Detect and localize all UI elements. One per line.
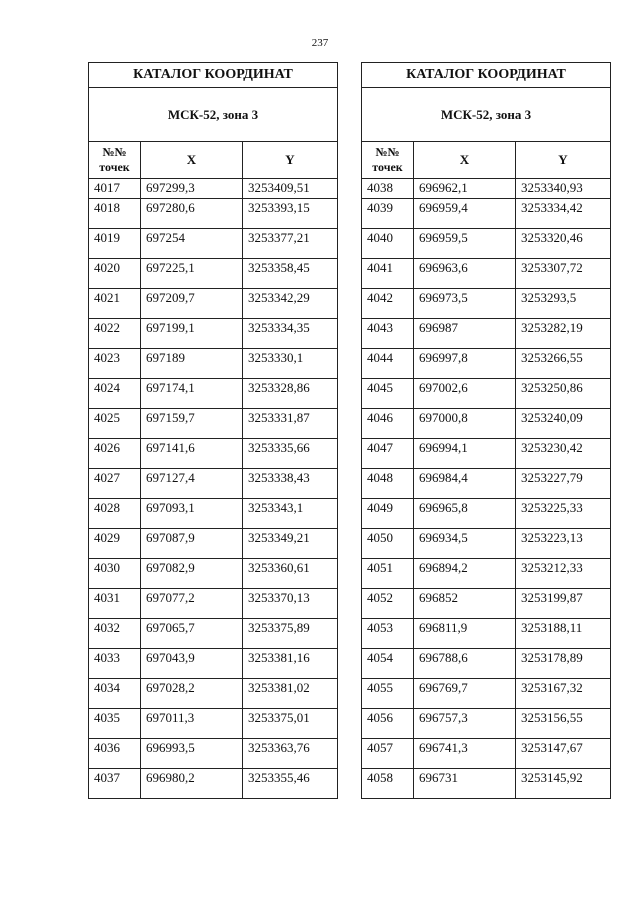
cell-x-coordinate: 696984,4 xyxy=(414,469,516,499)
coordinate-table-right xyxy=(361,62,611,799)
table-row xyxy=(362,289,611,319)
cell-x-coordinate: 697043,9 xyxy=(141,649,243,679)
cell-x-coordinate: 697189 xyxy=(141,349,243,379)
cell-point-number: 4023 xyxy=(89,349,141,379)
cell-point-number: 4026 xyxy=(89,439,141,469)
cell-x-coordinate: 697199,1 xyxy=(141,319,243,349)
table-row xyxy=(362,319,611,349)
table-row xyxy=(362,709,611,739)
cell-y-coordinate: 3253188,11 xyxy=(516,619,611,649)
cell-x-coordinate: 697002,6 xyxy=(414,379,516,409)
cell-x-coordinate: 696852 xyxy=(414,589,516,619)
cell-point-number: 4056 xyxy=(362,709,414,739)
cell-x-coordinate: 696731 xyxy=(414,769,516,799)
cell-x-coordinate: 696980,2 xyxy=(141,769,243,799)
table-row xyxy=(362,769,611,799)
cell-y-coordinate: 3253330,1 xyxy=(243,349,338,379)
table-row xyxy=(362,469,611,499)
cell-x-coordinate: 696757,3 xyxy=(414,709,516,739)
cell-y-coordinate: 3253307,72 xyxy=(516,259,611,289)
cell-x-coordinate: 696987 xyxy=(414,319,516,349)
cell-x-coordinate: 697087,9 xyxy=(141,529,243,559)
cell-point-number: 4052 xyxy=(362,589,414,619)
table-title: КАТАЛОГ КООРДИНАТ xyxy=(362,63,611,88)
cell-x-coordinate: 696963,6 xyxy=(414,259,516,289)
table-row xyxy=(362,349,611,379)
cell-point-number: 4037 xyxy=(89,769,141,799)
cell-x-coordinate: 697082,9 xyxy=(141,559,243,589)
column-header-y: Y xyxy=(516,142,611,179)
cell-y-coordinate: 3253227,79 xyxy=(516,469,611,499)
cell-y-coordinate: 3253145,92 xyxy=(516,769,611,799)
cell-point-number: 4049 xyxy=(362,499,414,529)
table-body xyxy=(362,179,611,799)
column-header-point xyxy=(89,142,141,179)
cell-y-coordinate: 3253199,87 xyxy=(516,589,611,619)
table-row xyxy=(362,559,611,589)
cell-y-coordinate: 3253282,19 xyxy=(516,319,611,349)
cell-y-coordinate: 3253331,87 xyxy=(243,409,338,439)
cell-x-coordinate: 696894,2 xyxy=(414,559,516,589)
table-row xyxy=(362,529,611,559)
table-row xyxy=(362,679,611,709)
cell-x-coordinate: 697209,7 xyxy=(141,289,243,319)
table-row xyxy=(89,379,338,409)
cell-x-coordinate: 696965,8 xyxy=(414,499,516,529)
table-row xyxy=(89,679,338,709)
cell-point-number: 4029 xyxy=(89,529,141,559)
table-row xyxy=(362,739,611,769)
table-row xyxy=(89,199,338,229)
cell-point-number: 4046 xyxy=(362,409,414,439)
cell-point-number: 4053 xyxy=(362,619,414,649)
cell-point-number: 4040 xyxy=(362,229,414,259)
cell-x-coordinate: 696973,5 xyxy=(414,289,516,319)
cell-x-coordinate: 696934,5 xyxy=(414,529,516,559)
column-header-x: X xyxy=(414,142,516,179)
table-row xyxy=(89,229,338,259)
cell-y-coordinate: 3253225,33 xyxy=(516,499,611,529)
cell-point-number: 4047 xyxy=(362,439,414,469)
table-row xyxy=(362,199,611,229)
table-row xyxy=(89,349,338,379)
cell-point-number: 4024 xyxy=(89,379,141,409)
cell-point-number: 4041 xyxy=(362,259,414,289)
cell-y-coordinate: 3253167,32 xyxy=(516,679,611,709)
cell-point-number: 4034 xyxy=(89,679,141,709)
table-body xyxy=(89,179,338,799)
cell-y-coordinate: 3253381,02 xyxy=(243,679,338,709)
table-row xyxy=(362,379,611,409)
cell-x-coordinate: 697141,6 xyxy=(141,439,243,469)
cell-y-coordinate: 3253355,46 xyxy=(243,769,338,799)
cell-x-coordinate: 696962,1 xyxy=(414,179,516,199)
cell-y-coordinate: 3253349,21 xyxy=(243,529,338,559)
table-row xyxy=(89,739,338,769)
table-row xyxy=(89,319,338,349)
table-row xyxy=(362,589,611,619)
table-row xyxy=(89,259,338,289)
cell-point-number: 4045 xyxy=(362,379,414,409)
cell-x-coordinate: 697159,7 xyxy=(141,409,243,439)
cell-x-coordinate: 696993,5 xyxy=(141,739,243,769)
cell-y-coordinate: 3253335,66 xyxy=(243,439,338,469)
cell-point-number: 4058 xyxy=(362,769,414,799)
table-row xyxy=(89,559,338,589)
table-subtitle: МСК-52, зона 3 xyxy=(89,88,338,142)
cell-x-coordinate: 697254 xyxy=(141,229,243,259)
cell-y-coordinate: 3253156,55 xyxy=(516,709,611,739)
cell-point-number: 4031 xyxy=(89,589,141,619)
cell-y-coordinate: 3253342,29 xyxy=(243,289,338,319)
table-row xyxy=(89,769,338,799)
table-row xyxy=(362,619,611,649)
cell-x-coordinate: 697299,3 xyxy=(141,179,243,199)
cell-x-coordinate: 697127,4 xyxy=(141,469,243,499)
table-row xyxy=(89,499,338,529)
cell-y-coordinate: 3253334,35 xyxy=(243,319,338,349)
cell-point-number: 4018 xyxy=(89,199,141,229)
cell-point-number: 4030 xyxy=(89,559,141,589)
cell-x-coordinate: 696788,6 xyxy=(414,649,516,679)
cell-point-number: 4050 xyxy=(362,529,414,559)
cell-x-coordinate: 696997,8 xyxy=(414,349,516,379)
cell-x-coordinate: 696959,4 xyxy=(414,199,516,229)
cell-point-number: 4025 xyxy=(89,409,141,439)
cell-y-coordinate: 3253363,76 xyxy=(243,739,338,769)
cell-y-coordinate: 3253212,33 xyxy=(516,559,611,589)
cell-point-number: 4036 xyxy=(89,739,141,769)
cell-y-coordinate: 3253409,51 xyxy=(243,179,338,199)
cell-x-coordinate: 697000,8 xyxy=(414,409,516,439)
cell-x-coordinate: 697011,3 xyxy=(141,709,243,739)
cell-point-number: 4057 xyxy=(362,739,414,769)
cell-y-coordinate: 3253381,16 xyxy=(243,649,338,679)
cell-x-coordinate: 697225,1 xyxy=(141,259,243,289)
cell-x-coordinate: 697065,7 xyxy=(141,619,243,649)
header-point-line1: №№ xyxy=(375,145,400,159)
cell-y-coordinate: 3253178,89 xyxy=(516,649,611,679)
cell-y-coordinate: 3253338,43 xyxy=(243,469,338,499)
column-header-y: Y xyxy=(243,142,338,179)
table-row xyxy=(89,409,338,439)
cell-x-coordinate: 696959,5 xyxy=(414,229,516,259)
cell-point-number: 4022 xyxy=(89,319,141,349)
table-row xyxy=(362,439,611,469)
cell-y-coordinate: 3253343,1 xyxy=(243,499,338,529)
cell-point-number: 4054 xyxy=(362,649,414,679)
table-row xyxy=(362,259,611,289)
coordinate-table-left xyxy=(88,62,338,799)
cell-x-coordinate: 696769,7 xyxy=(414,679,516,709)
cell-point-number: 4039 xyxy=(362,199,414,229)
table-title: КАТАЛОГ КООРДИНАТ xyxy=(89,63,338,88)
column-header-point xyxy=(362,142,414,179)
cell-x-coordinate: 697077,2 xyxy=(141,589,243,619)
cell-point-number: 4051 xyxy=(362,559,414,589)
cell-y-coordinate: 3253223,13 xyxy=(516,529,611,559)
cell-point-number: 4027 xyxy=(89,469,141,499)
cell-y-coordinate: 3253328,86 xyxy=(243,379,338,409)
table-row xyxy=(89,589,338,619)
cell-y-coordinate: 3253334,42 xyxy=(516,199,611,229)
cell-y-coordinate: 3253377,21 xyxy=(243,229,338,259)
cell-y-coordinate: 3253230,42 xyxy=(516,439,611,469)
cell-point-number: 4019 xyxy=(89,229,141,259)
header-point-line1: №№ xyxy=(102,145,127,159)
cell-x-coordinate: 696994,1 xyxy=(414,439,516,469)
cell-point-number: 4044 xyxy=(362,349,414,379)
column-header-x: X xyxy=(141,142,243,179)
cell-x-coordinate: 697028,2 xyxy=(141,679,243,709)
cell-y-coordinate: 3253250,86 xyxy=(516,379,611,409)
table-row xyxy=(362,179,611,199)
table-row xyxy=(89,179,338,199)
table-row xyxy=(362,229,611,259)
cell-point-number: 4017 xyxy=(89,179,141,199)
header-point-line2: точек xyxy=(99,160,130,174)
cell-y-coordinate: 3253393,15 xyxy=(243,199,338,229)
table-row xyxy=(89,439,338,469)
cell-x-coordinate: 697280,6 xyxy=(141,199,243,229)
cell-point-number: 4028 xyxy=(89,499,141,529)
cell-y-coordinate: 3253358,45 xyxy=(243,259,338,289)
cell-y-coordinate: 3253266,55 xyxy=(516,349,611,379)
cell-point-number: 4042 xyxy=(362,289,414,319)
cell-x-coordinate: 696811,9 xyxy=(414,619,516,649)
table-row xyxy=(89,529,338,559)
cell-point-number: 4032 xyxy=(89,619,141,649)
cell-y-coordinate: 3253360,61 xyxy=(243,559,338,589)
table-row xyxy=(89,469,338,499)
table-row xyxy=(89,619,338,649)
cell-x-coordinate: 696741,3 xyxy=(414,739,516,769)
table-row xyxy=(362,649,611,679)
table-row xyxy=(362,409,611,439)
page-number: 237 xyxy=(311,37,329,49)
table-row xyxy=(89,649,338,679)
cell-point-number: 4055 xyxy=(362,679,414,709)
table-subtitle: МСК-52, зона 3 xyxy=(362,88,611,142)
cell-x-coordinate: 697093,1 xyxy=(141,499,243,529)
table-row xyxy=(89,709,338,739)
cell-x-coordinate: 697174,1 xyxy=(141,379,243,409)
cell-y-coordinate: 3253375,89 xyxy=(243,619,338,649)
cell-point-number: 4020 xyxy=(89,259,141,289)
cell-y-coordinate: 3253147,67 xyxy=(516,739,611,769)
cell-point-number: 4021 xyxy=(89,289,141,319)
cell-y-coordinate: 3253320,46 xyxy=(516,229,611,259)
cell-y-coordinate: 3253240,09 xyxy=(516,409,611,439)
cell-point-number: 4043 xyxy=(362,319,414,349)
cell-point-number: 4048 xyxy=(362,469,414,499)
cell-y-coordinate: 3253375,01 xyxy=(243,709,338,739)
header-point-line2: точек xyxy=(372,160,403,174)
cell-point-number: 4035 xyxy=(89,709,141,739)
cell-y-coordinate: 3253293,5 xyxy=(516,289,611,319)
table-row xyxy=(89,289,338,319)
table-row xyxy=(362,499,611,529)
cell-y-coordinate: 3253370,13 xyxy=(243,589,338,619)
cell-point-number: 4038 xyxy=(362,179,414,199)
cell-y-coordinate: 3253340,93 xyxy=(516,179,611,199)
cell-point-number: 4033 xyxy=(89,649,141,679)
